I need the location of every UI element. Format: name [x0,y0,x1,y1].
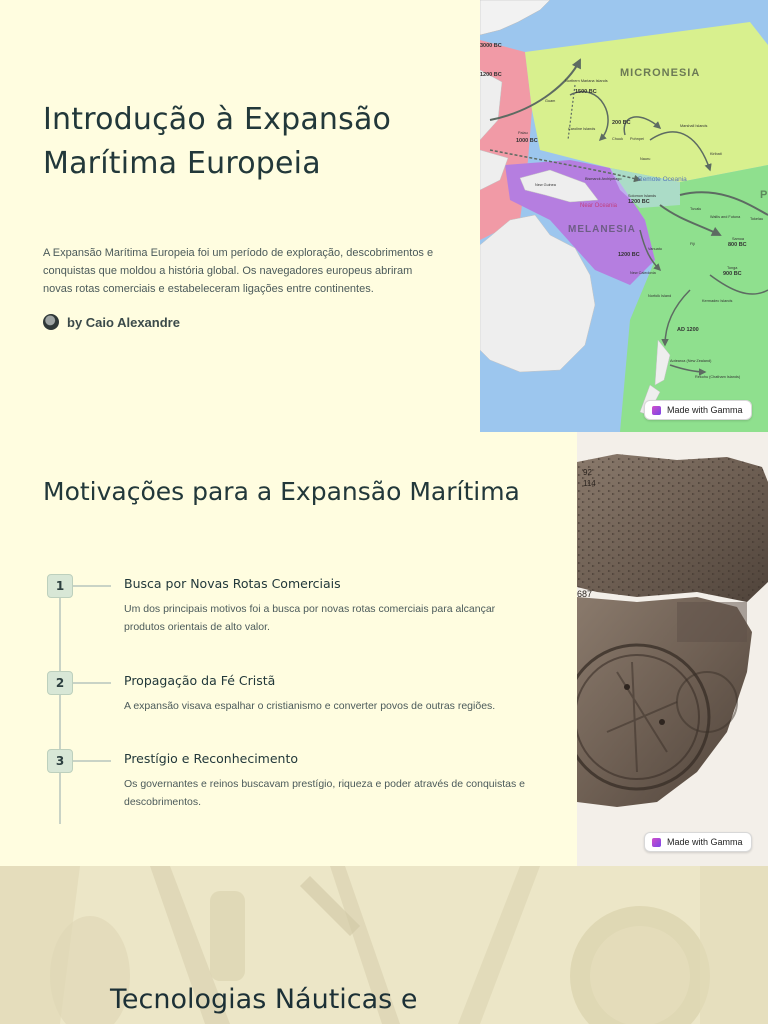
map-place: Vanuatu [648,247,662,251]
map-place: Pohnpei [630,137,644,141]
intro-slide [0,0,768,432]
babylonian-map-tablet-image [577,432,768,866]
step-connector [73,585,111,587]
oceania-map-image [480,0,768,432]
map-place: Aotearoa (New Zealand) [670,359,712,363]
step-description: Um dos principais motivos foi a busca por novas rotas comerciais para alcançar produtos orientais de alto valor. [124,603,496,633]
map-place: Rekohu (Chatham Islands) [695,375,741,379]
step-description: Os governantes e reinos buscavam prestígio, riqueza e poder através de conquistas e descobrimentos. [124,778,525,808]
nautical-tech-slide [0,866,768,1024]
tablet-mark: 92 [583,468,592,477]
author-name: by Caio Alexandre [67,314,180,330]
gamma-logo-icon [652,838,661,847]
map-place: Chuuk [612,137,623,141]
step-connector [73,760,111,762]
map-place: Guam [545,99,556,103]
timeline-line [59,574,61,824]
map-place: Samoa [732,237,745,241]
step-title: Propagação da Fé Cristã [124,673,276,688]
map-date: 1200 BC [618,252,640,258]
map-place: Northern Mariana Islands [565,79,608,83]
map-label-melanesia: MELANESIA [568,224,636,235]
map-date: AD 1200 [677,327,699,333]
map-date: 1200 BC [628,199,650,205]
map-place: Marshall Islands [680,124,708,128]
map-date: 1000 BC [516,138,538,144]
made-with-gamma-badge[interactable] [644,400,752,420]
map-place: Palau [518,131,528,135]
map-place: Tokelau [750,217,764,221]
map-label-polynesia: P [760,189,768,201]
map-place: Bismarck Archipelago [585,177,622,181]
map-place: Solomon Islands [628,194,657,198]
map-place: Tonga [727,266,738,270]
map-date: 800 BC [728,242,747,248]
map-date: 1200 BC [480,72,502,78]
section-title: Tecnologias Náuticas e [110,984,418,1015]
map-place: Norfolk Island [648,294,672,298]
map-place: New Guinea [535,183,556,187]
badge-label: Made with Gamma [667,837,743,847]
map-label-near-oceania: Near Oceania [580,203,618,209]
map-date: 900 BC [723,271,742,277]
step-number-badge: 2 [47,671,73,695]
oceania-map-svg [480,0,768,432]
map-place: Kermadec Islands [702,299,733,303]
badge-label: Made with Gamma [667,405,743,415]
map-date: 1500 BC [575,89,597,95]
author-avatar [43,314,59,330]
made-with-gamma-badge[interactable] [644,832,752,852]
map-label-micronesia: MICRONESIA [620,67,701,79]
step-number-badge: 1 [47,574,73,598]
map-place: Kiribati [710,152,722,156]
step-title: Prestígio e Reconhecimento [124,751,299,766]
map-place: Fiji [690,242,695,246]
tablet-mark: 687 [577,589,593,599]
map-place: Tuvalu [690,207,702,211]
gamma-logo-icon [652,406,661,415]
step-connector [73,682,111,684]
intro-description: A Expansão Marítima Europeia foi um período de exploração, descobrimentos e conquistas que moldou a história global. Os navegadores europeus abriram novas rotas comerciais e estabeleceram ligações entre continentes. [43,247,434,295]
map-label-remote-oceania: Remote Oceania [638,176,687,183]
step-number-badge: 3 [47,749,73,773]
motivations-slide [0,432,768,866]
author-byline [43,314,180,330]
map-place: Wallis and Futuna [710,215,741,219]
step-description: A expansão visava espalhar o cristianismo e converter povos de outras regiões. [124,700,496,712]
page-title: Introdução à Expansão Marítima Europeia [43,102,392,181]
map-date: 3000 BC [480,43,502,49]
step-title: Busca por Novas Rotas Comerciais [124,576,341,591]
tablet-mark: 114 [583,479,596,488]
map-place: Nauru [640,157,651,161]
section-title: Motivações para a Expansão Marítima [43,477,520,506]
map-place: Caroline Islands [568,127,596,131]
map-place: New Caledonia [630,271,656,275]
map-date: 200 BC [612,120,631,126]
tablet-svg [577,432,768,866]
